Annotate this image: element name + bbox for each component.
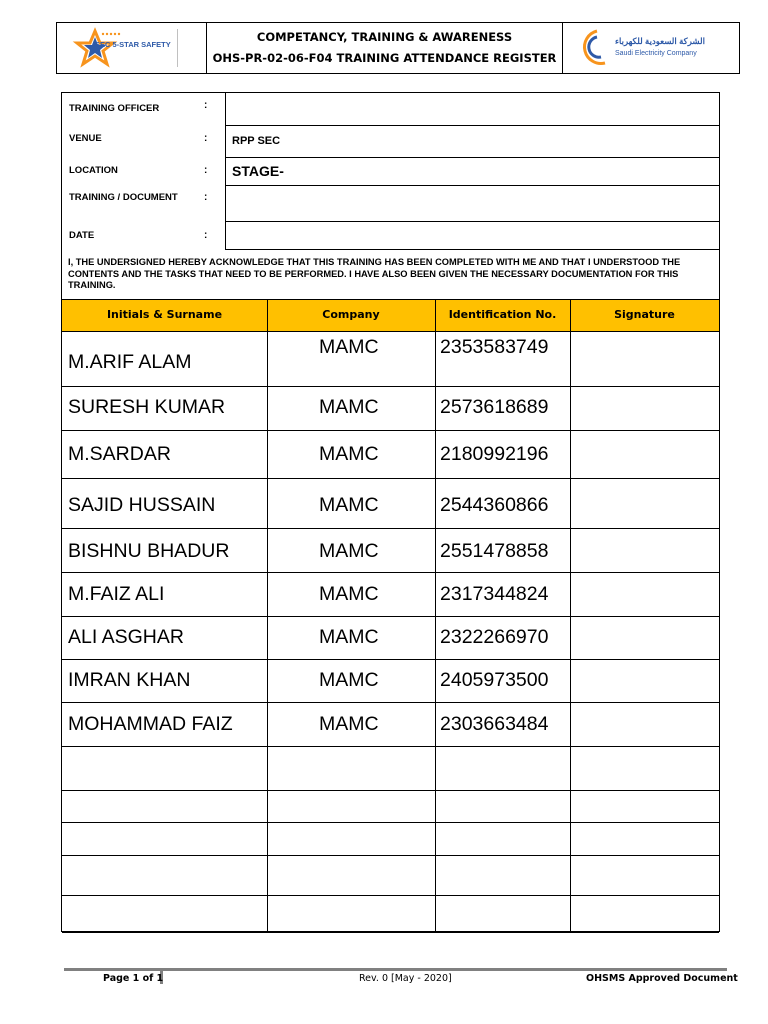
colon: :: [204, 165, 208, 176]
table-row-line: [62, 822, 719, 823]
acknowledgement-text: I, THE UNDERSIGNED HEREBY ACKNOWLEDGE THAT THIS TRAINING HAS BEEN COMPLETED WITH ME AND THAT I UNDERSTOOD THE CONTENTS AND THE TASKS THAT NEED TO BE PERFORMED. I HAVE ALSO BEEN GIVEN THE NECESSARY DOCUMENTATION FOR THIS TRAINING.: [68, 257, 681, 290]
table-row-line: [62, 528, 719, 529]
table-row-line: [62, 478, 719, 479]
table-row-line: [62, 746, 719, 747]
table-cell-company: MAMC: [319, 443, 379, 465]
colon: :: [204, 192, 208, 203]
column-header-name: Initials & Surname: [106, 308, 223, 321]
left-logo-text: SEC 5-STAR SAFETY: [95, 40, 171, 49]
table-row-line: [62, 430, 719, 431]
date-label: DATE: [69, 230, 95, 241]
footer-page-number: Page 1 of 1: [103, 973, 164, 984]
header-title-line-2: OHS-PR-02-06-F04 TRAINING ATTENDANCE REGISTER: [212, 51, 557, 65]
table-cell-name: M.FAIZ ALI: [68, 583, 165, 605]
right-logo-arabic: الشركة السعودية للكهرباء: [615, 36, 705, 46]
training-officer-label: TRAINING OFFICER: [69, 103, 160, 114]
document-header: [56, 22, 740, 74]
footer-revision: Rev. 0 [May - 2020]: [359, 973, 452, 984]
table-cell-name: SURESH KUMAR: [68, 396, 226, 418]
table-header-row: [62, 299, 719, 332]
header-title-line-1: COMPETANCY, TRAINING & AWARENESS: [256, 30, 513, 44]
info-line: [225, 157, 719, 158]
location-value[interactable]: STAGE-: [232, 163, 284, 179]
table-cell-company: MAMC: [319, 336, 379, 358]
column-header-id: Identification No.: [448, 308, 557, 321]
table-cell-id: 2405973500: [440, 669, 549, 691]
column-header-company: Company: [322, 308, 380, 321]
table-cell-id: 2180992196: [440, 443, 549, 465]
table-cell-company: MAMC: [319, 713, 379, 735]
saudi-electricity-logo: [563, 23, 739, 73]
info-line: [225, 249, 719, 250]
colon: :: [204, 133, 208, 144]
table-row-line: [62, 572, 719, 573]
footer-rule: [64, 968, 727, 971]
table-row-line: [62, 790, 719, 791]
info-line: [225, 185, 719, 186]
location-label: LOCATION: [69, 165, 118, 176]
table-row-line: [62, 616, 719, 617]
table-cell-name: M.ARIF ALAM: [68, 351, 192, 373]
table-cell-name: M.SARDAR: [68, 443, 171, 465]
attendance-form: [61, 92, 720, 932]
table-cell-name: ALI ASGHAR: [68, 626, 184, 648]
training-document-label: TRAINING / DOCUMENT: [69, 192, 178, 203]
info-line: [225, 125, 719, 126]
table-cell-id: 2303663484: [440, 713, 549, 735]
table-cell-id: 2551478858: [440, 540, 549, 562]
colon: :: [204, 230, 208, 241]
column-header-signature: Signature: [614, 308, 675, 321]
table-cell-company: MAMC: [319, 540, 379, 562]
table-row-line: [62, 932, 719, 933]
table-cell-id: 2317344824: [440, 583, 549, 605]
table-row-line: [62, 659, 719, 660]
table-cell-id: 2544360866: [440, 494, 549, 516]
footer-approved: OHSMS Approved Document: [586, 973, 738, 984]
venue-value[interactable]: RPP SEC: [232, 135, 281, 147]
table-cell-name: MOHAMMAD FAIZ: [68, 713, 233, 735]
sec-emblem-icon: [577, 23, 617, 73]
table-cell-id: 2322266970: [440, 626, 549, 648]
table-cell-name: BISHNU BHADUR: [68, 540, 230, 562]
table-cell-name: IMRAN KHAN: [68, 669, 191, 691]
table-cell-company: MAMC: [319, 494, 379, 516]
table-cell-id: 2353583749: [440, 336, 549, 358]
info-divider: [225, 93, 226, 250]
table-row-line: [62, 702, 719, 703]
table-row-line: [62, 386, 719, 387]
table-cell-company: MAMC: [319, 396, 379, 418]
sec-five-star-logo: [57, 23, 207, 73]
colon: :: [204, 100, 208, 111]
right-logo-english: Saudi Electricity Company: [615, 50, 697, 57]
table-cell-id: 2573618689: [440, 396, 549, 418]
table-row-line: [62, 895, 719, 896]
table-cell-company: MAMC: [319, 669, 379, 691]
table-row-line: [62, 855, 719, 856]
table-cell-company: MAMC: [319, 626, 379, 648]
table-cell-company: MAMC: [319, 583, 379, 605]
header-title-block: [207, 23, 563, 73]
logo-divider: [177, 29, 178, 67]
venue-label: VENUE: [69, 133, 102, 144]
table-cell-name: SAJID HUSSAIN: [68, 494, 216, 516]
info-line: [225, 221, 719, 222]
